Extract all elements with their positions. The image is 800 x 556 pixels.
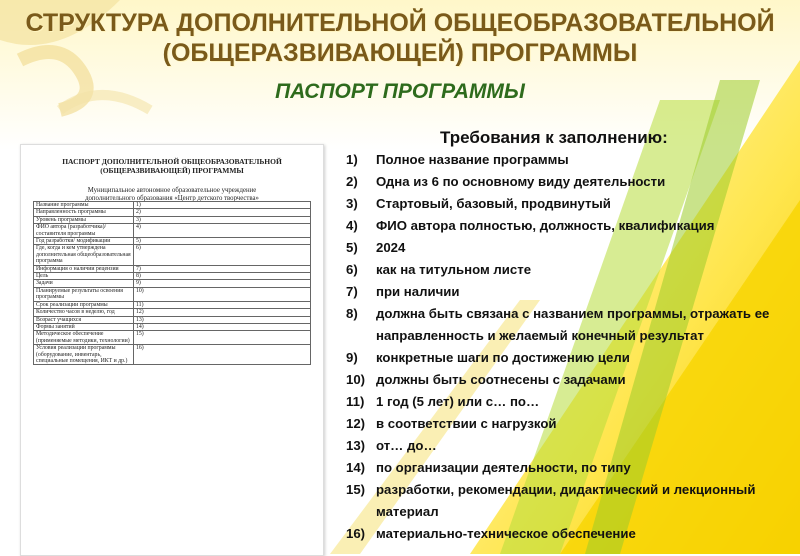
item-text: при наличии — [376, 284, 460, 299]
table-row — [34, 216, 311, 223]
item-number: 9) — [346, 350, 358, 365]
table-row — [34, 224, 311, 238]
row-number: 5) — [134, 238, 311, 245]
list-item — [346, 457, 786, 479]
item-number: 3) — [346, 196, 358, 211]
table-row — [34, 273, 311, 280]
list-item — [346, 193, 786, 215]
item-text: Полное название программы — [376, 152, 569, 167]
table-row — [34, 280, 311, 287]
row-label: Возраст учащихся — [34, 316, 134, 323]
item-number: 12) — [346, 416, 366, 431]
page-subtitle: ПАСПОРТ ПРОГРАММЫ — [275, 80, 525, 103]
row-number: 8) — [134, 273, 311, 280]
row-label: Задачи — [34, 280, 134, 287]
row-label: Информация о наличии рецензии — [34, 265, 134, 272]
document-org-line2: дополнительного образования «Центр детского творчества» — [85, 195, 259, 202]
item-text: материально-техническое обеспечение — [376, 526, 636, 541]
list-item — [346, 171, 786, 193]
row-number: 12) — [134, 309, 311, 316]
row-label: Цель — [34, 273, 134, 280]
requirements-list — [346, 149, 786, 545]
item-text: как на титульном листе — [376, 262, 532, 277]
list-item — [346, 479, 786, 523]
row-label: Год разработки/ модификации — [34, 238, 134, 245]
table-row — [34, 202, 311, 209]
passport-table — [33, 201, 311, 365]
list-item — [346, 215, 786, 237]
list-item — [346, 523, 786, 545]
table-row — [34, 287, 311, 301]
requirements-title: Требования к заполнению: — [440, 128, 668, 147]
row-number: 9) — [134, 280, 311, 287]
row-label: Планируемые результаты освоения программы — [34, 287, 134, 301]
document-title-line1: ПАСПОРТ ДОПОЛНИТЕЛЬНОЙ ОБЩЕОБРАЗОВАТЕЛЬНОЙ — [62, 157, 282, 166]
document-title-line2: (ОБЩЕРАЗВИВАЮЩЕЙ) ПРОГРАММЫ — [100, 166, 244, 175]
list-item — [346, 391, 786, 413]
item-number: 5) — [346, 240, 358, 255]
row-number: 4) — [134, 224, 311, 238]
row-label: Количество часов в неделю, год — [34, 309, 134, 316]
row-label: Срок реализации программы — [34, 301, 134, 308]
item-text: ФИО автора полностью, должность, квалификация — [376, 218, 715, 233]
document-title — [21, 157, 323, 175]
list-item — [346, 237, 786, 259]
table-row — [34, 323, 311, 330]
document-org-line1: Муниципальное автономное образовательное учреждение — [87, 187, 257, 194]
table-row — [34, 345, 311, 365]
item-text: в соответствии с нагрузкой — [376, 416, 557, 431]
table-row — [34, 309, 311, 316]
item-number: 2) — [346, 174, 358, 189]
table-row — [34, 301, 311, 308]
row-number: 11) — [134, 301, 311, 308]
row-label: Где, когда и кем утверждена дополнительная общеобразовательная программа — [34, 245, 134, 265]
item-text: должна быть связана с названием программы, отражать ее направленность и желаемый конечный результат — [376, 306, 770, 343]
item-number: 10) — [346, 372, 366, 387]
list-item — [346, 259, 786, 281]
list-item — [346, 281, 786, 303]
table-row — [34, 209, 311, 216]
item-text: Одна из 6 по основному виду деятельности — [376, 174, 666, 189]
row-number: 16) — [134, 345, 311, 365]
row-label: Название программы — [34, 202, 134, 209]
list-item — [346, 413, 786, 435]
list-item — [346, 369, 786, 391]
item-number: 13) — [346, 438, 366, 453]
item-text: от… до… — [376, 438, 437, 453]
item-text: Стартовый, базовый, продвинутый — [376, 196, 611, 211]
item-number: 1) — [346, 152, 358, 167]
row-number: 2) — [134, 209, 311, 216]
table-row — [34, 331, 311, 345]
list-item — [346, 347, 786, 369]
row-label: Условия реализации программы (оборудование, инвентарь, специальные помещения, ИКТ и др.) — [34, 345, 134, 365]
item-number: 4) — [346, 218, 358, 233]
row-label: Формы занятий — [34, 323, 134, 330]
row-number: 6) — [134, 245, 311, 265]
item-number: 15) — [346, 482, 366, 497]
item-number: 11) — [346, 394, 365, 409]
table-row — [34, 265, 311, 272]
row-number: 14) — [134, 323, 311, 330]
list-item — [346, 435, 786, 457]
list-item — [346, 303, 786, 347]
row-label: ФИО автора (разработчика)/ составителя программы — [34, 224, 134, 238]
item-text: 2024 — [376, 240, 406, 255]
row-number: 13) — [134, 316, 311, 323]
table-row — [34, 245, 311, 265]
row-number: 1) — [134, 202, 311, 209]
item-number: 7) — [346, 284, 358, 299]
table-row — [34, 238, 311, 245]
page-title-line2: (ОБЩЕРАЗВИВАЮЩЕЙ) ПРОГРАММЫ — [162, 39, 638, 67]
item-text: по организации деятельности, по типу — [376, 460, 631, 475]
table-row — [34, 316, 311, 323]
list-item — [346, 149, 786, 171]
item-number: 6) — [346, 262, 358, 277]
item-number: 8) — [346, 306, 358, 321]
row-number: 3) — [134, 216, 311, 223]
row-label: Уровень программы — [34, 216, 134, 223]
item-number: 14) — [346, 460, 366, 475]
row-number: 15) — [134, 331, 311, 345]
item-number: 16) — [346, 526, 366, 541]
passport-document — [20, 144, 324, 556]
row-label: Методическое обеспечение (применяемые методики, технологии) — [34, 331, 134, 345]
page-title-line1: СТРУКТУРА ДОПОЛНИТЕЛЬНОЙ ОБЩЕОБРАЗОВАТЕЛЬНОЙ — [25, 9, 775, 37]
item-text: 1 год (5 лет) или с… по… — [376, 394, 540, 409]
item-text: должны быть соотнесены с задачами — [376, 372, 626, 387]
item-text: конкретные шаги по достижению цели — [376, 350, 630, 365]
row-number: 10) — [134, 287, 311, 301]
item-text: разработки, рекомендации, дидактический и лекционный материал — [376, 482, 756, 519]
row-label: Направленность программы — [34, 209, 134, 216]
row-number: 7) — [134, 265, 311, 272]
